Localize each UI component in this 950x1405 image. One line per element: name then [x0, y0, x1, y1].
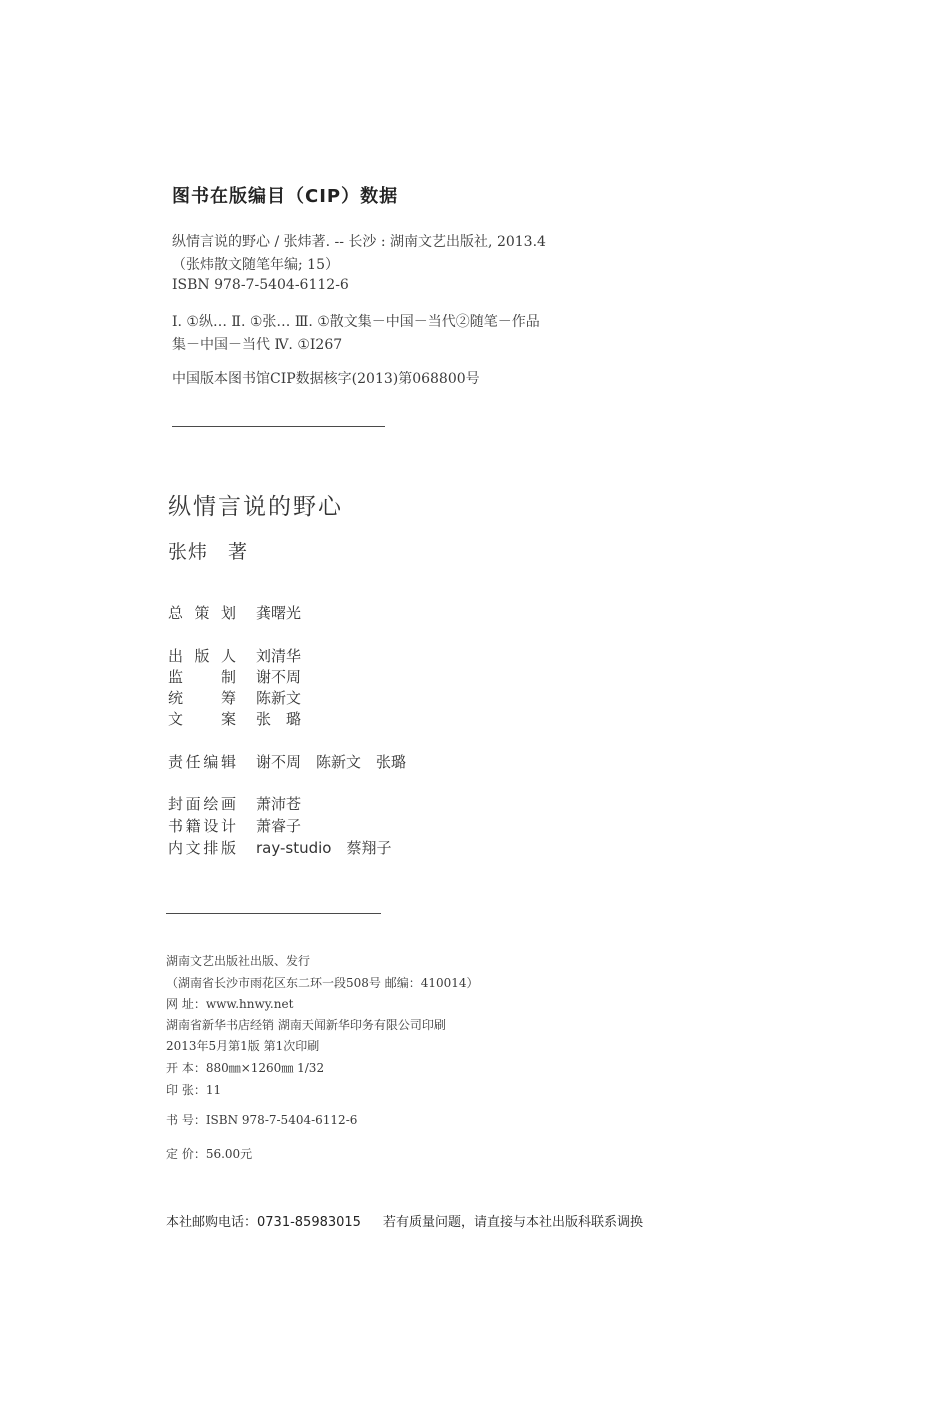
imprint-publisher: 湖南文艺出版社出版、发行 [166, 954, 311, 968]
credit-label: 监制 [168, 668, 236, 686]
credit-row [168, 645, 301, 666]
cip-classification-line: Ⅰ. ①纵… Ⅱ. ①张… Ⅲ. ①散文集－中国－当代②随笔－作品 [172, 314, 540, 330]
cip-bibliographic-line: 纵情言说的野心 / 张炜著. -- 长沙 : 湖南文艺出版社, 2013.4 [172, 234, 546, 250]
imprint-sheets: 印 张：11 [166, 1083, 222, 1097]
imprint-website: 网 址：www.hnwy.net [166, 997, 294, 1011]
imprint-format: 开 本：880㎜×1260㎜ 1/32 [166, 1061, 325, 1075]
mail-order-phone: 本社邮购电话：0731-85983015 [166, 1215, 361, 1230]
credit-label: 文案 [168, 710, 236, 728]
credit-label: 内文排版 [168, 839, 236, 857]
credit-value: 陈新文 [256, 689, 302, 707]
credit-label: 统筹 [168, 689, 236, 707]
cip-record-number: 中国版本图书馆CIP数据核字(2013)第068800号 [172, 371, 480, 387]
credit-row [168, 815, 301, 836]
credit-value: 萧睿子 [256, 817, 302, 835]
credit-value: ray-studio 蔡翔子 [256, 839, 392, 857]
credit-label: 书籍设计 [168, 817, 236, 835]
credit-value: 张 璐 [256, 710, 302, 728]
credit-row [168, 602, 301, 623]
book-title: 纵情言说的野心 [168, 494, 343, 520]
credit-row [168, 793, 301, 814]
cip-heading: 图书在版编目（CIP）数据 [172, 186, 399, 207]
credit-row [168, 751, 406, 772]
credit-label: 总策划 [168, 604, 236, 622]
imprint-address: （湖南省长沙市雨花区东二环一段508号 邮编：410014） [166, 976, 479, 990]
divider-top [172, 426, 385, 427]
quality-notice: 若有质量问题，请直接与本社出版科联系调换 [382, 1215, 643, 1230]
divider-bottom [166, 913, 381, 914]
credit-row [168, 837, 391, 858]
credit-label: 责任编辑 [168, 753, 236, 771]
credit-value: 龚曙光 [256, 604, 302, 622]
credit-label: 封面绘画 [168, 795, 236, 813]
imprint-edition: 2013年5月第1版 第1次印刷 [166, 1039, 320, 1053]
credit-value: 谢不周 陈新文 张璐 [256, 753, 407, 771]
credit-label: 出版人 [168, 647, 236, 665]
cip-series-line: （张炜散文随笔年编; 15） [172, 257, 339, 273]
cip-isbn-line: ISBN 978-7-5404-6112-6 [172, 277, 349, 293]
credit-value: 刘清华 [256, 647, 302, 665]
credit-value: 萧沛苍 [256, 795, 302, 813]
credit-row [168, 708, 301, 729]
credit-row [168, 666, 301, 687]
credit-value: 谢不周 [256, 668, 302, 686]
cip-classification-continued: 集－中国－当代 Ⅳ. ①I267 [172, 337, 343, 353]
imprint-book-number: 书 号：ISBN 978-7-5404-6112-6 [166, 1113, 358, 1127]
imprint-price: 定 价：56.00元 [166, 1147, 253, 1161]
credit-row [168, 687, 301, 708]
imprint-distribution: 湖南省新华书店经销 湖南天闻新华印务有限公司印刷 [166, 1018, 446, 1032]
footer [166, 1211, 643, 1230]
book-author: 张炜 著 [168, 541, 249, 563]
